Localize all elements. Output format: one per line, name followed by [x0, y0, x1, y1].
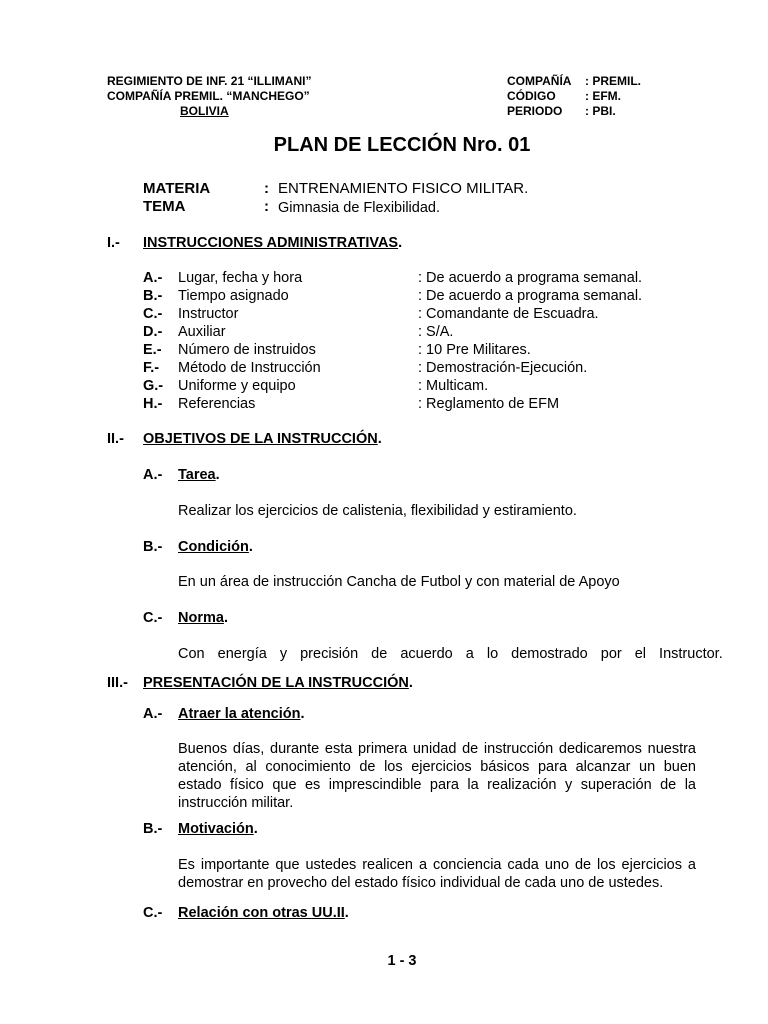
section-2-title: OBJETIVOS DE LA INSTRUCCIÓN	[143, 431, 378, 447]
materia-colon: :	[264, 180, 269, 197]
section-1-heading	[143, 234, 402, 252]
materia-value: ENTRENAMIENTO FISICO MILITAR.	[278, 180, 529, 197]
tema-colon: :	[264, 198, 269, 215]
admin-item-label: Uniforme y equipo	[178, 378, 296, 394]
header-company: COMPAÑÍA PREMIL. “MANCHEGO”	[107, 89, 310, 103]
condicion-letter: B.-	[143, 539, 163, 555]
page-number: 1 - 3	[387, 953, 417, 969]
section-1-dot: .	[398, 235, 403, 251]
motivacion-dot: .	[253, 821, 258, 837]
condicion-heading	[178, 538, 253, 556]
atencion-title: Atraer la atención	[178, 706, 301, 722]
header-label-codigo: CÓDIGO	[507, 89, 556, 103]
section-3-dot: .	[408, 675, 413, 691]
admin-item-label: Lugar, fecha y hora	[178, 270, 303, 286]
admin-item-letter: G.-	[143, 378, 164, 394]
atencion-heading	[178, 705, 305, 723]
motivacion-title: Motivación	[178, 821, 254, 837]
admin-item-label: Instructor	[178, 306, 239, 322]
section-3-heading	[143, 674, 413, 692]
tema-value: Gimnasia de Flexibilidad.	[278, 200, 440, 216]
relacion-dot: .	[344, 905, 349, 921]
admin-item-value: : De acuerdo a programa semanal.	[418, 288, 643, 304]
admin-item-value: : Demostración-Ejecución.	[418, 360, 588, 376]
condicion-title: Condición	[178, 539, 249, 555]
section-3-number: III.-	[107, 675, 128, 691]
tarea-text: Realizar los ejercicios de calistenia, flexibilidad y estiramiento.	[178, 503, 577, 519]
header-country: BOLIVIA	[180, 104, 229, 118]
admin-item-label: Tiempo asignado	[178, 288, 289, 304]
materia-label: MATERIA	[143, 180, 211, 197]
admin-item-value: : De acuerdo a programa semanal.	[418, 270, 643, 286]
admin-item-letter: D.-	[143, 324, 163, 340]
section-2-dot: .	[377, 431, 382, 447]
relacion-heading	[178, 904, 349, 922]
atencion-dot: .	[300, 706, 305, 722]
tarea-dot: .	[215, 467, 220, 483]
admin-item-value: : Reglamento de EFM	[418, 396, 560, 412]
admin-item-value: : Comandante de Escuadra.	[418, 306, 599, 322]
condicion-text: En un área de instrucción Cancha de Futbol y con material de Apoyo	[178, 574, 620, 590]
atencion-text: Buenos días, durante esta primera unidad de instrucción dedicaremos nuestra atención, al conocimiento de los ejercicios básicos para alcanzar un buen estado físico que es imprescindible para la realización y superación de la instrucción militar.	[178, 741, 696, 811]
admin-item-letter: B.-	[143, 288, 163, 304]
admin-item-label: Número de instruidos	[178, 342, 316, 358]
header-regiment: REGIMIENTO DE INF. 21 “ILLIMANI”	[107, 74, 312, 88]
admin-item-label: Auxiliar	[178, 324, 226, 340]
admin-item-value: : 10 Pre Militares.	[418, 342, 531, 358]
admin-item-label: Método de Instrucción	[178, 360, 321, 376]
admin-item-letter: E.-	[143, 342, 162, 358]
relacion-title: Relación con otras UU.II	[178, 905, 345, 921]
tarea-letter: A.-	[143, 467, 163, 483]
header-label-periodo: PERIODO	[507, 104, 563, 118]
section-1-number: I.-	[107, 235, 120, 251]
header-value-periodo: : PBI.	[585, 104, 616, 118]
admin-item-letter: A.-	[143, 270, 163, 286]
section-2-heading	[143, 430, 382, 448]
norma-title: Norma	[178, 610, 224, 626]
norma-letter: C.-	[143, 610, 163, 626]
tarea-title: Tarea	[178, 467, 216, 483]
relacion-letter: C.-	[143, 905, 163, 921]
norma-heading	[178, 609, 228, 627]
tarea-heading	[178, 466, 220, 484]
tema-label: TEMA	[143, 198, 186, 215]
admin-item-letter: H.-	[143, 396, 163, 412]
motivacion-letter: B.-	[143, 821, 163, 837]
section-2-number: II.-	[107, 431, 124, 447]
admin-item-value: : S/A.	[418, 324, 454, 340]
admin-item-letter: F.-	[143, 360, 160, 376]
norma-text: Con energía y precisión de acuerdo a lo demostrado por el Instructor.	[178, 646, 723, 662]
section-1-title: INSTRUCCIONES ADMINISTRATIVAS	[143, 235, 399, 251]
page-title: PLAN DE LECCIÓN Nro. 01	[273, 134, 531, 156]
motivacion-heading	[178, 820, 258, 838]
header-label-compania: COMPAÑÍA	[507, 74, 572, 88]
admin-item-label: Referencias	[178, 396, 256, 412]
admin-item-value: : Multicam.	[418, 378, 489, 394]
header-value-compania: : PREMIL.	[585, 74, 641, 88]
condicion-dot: .	[248, 539, 253, 555]
section-3-title: PRESENTACIÓN DE LA INSTRUCCIÓN	[143, 675, 409, 691]
atencion-letter: A.-	[143, 706, 163, 722]
header-value-codigo: : EFM.	[585, 89, 621, 103]
motivacion-text: Es importante que ustedes realicen a conciencia cada uno de los ejercicios a demostrar en provecho del estado físico individual de cada uno de ustedes.	[178, 857, 696, 891]
admin-item-letter: C.-	[143, 306, 163, 322]
norma-dot: .	[223, 610, 228, 626]
